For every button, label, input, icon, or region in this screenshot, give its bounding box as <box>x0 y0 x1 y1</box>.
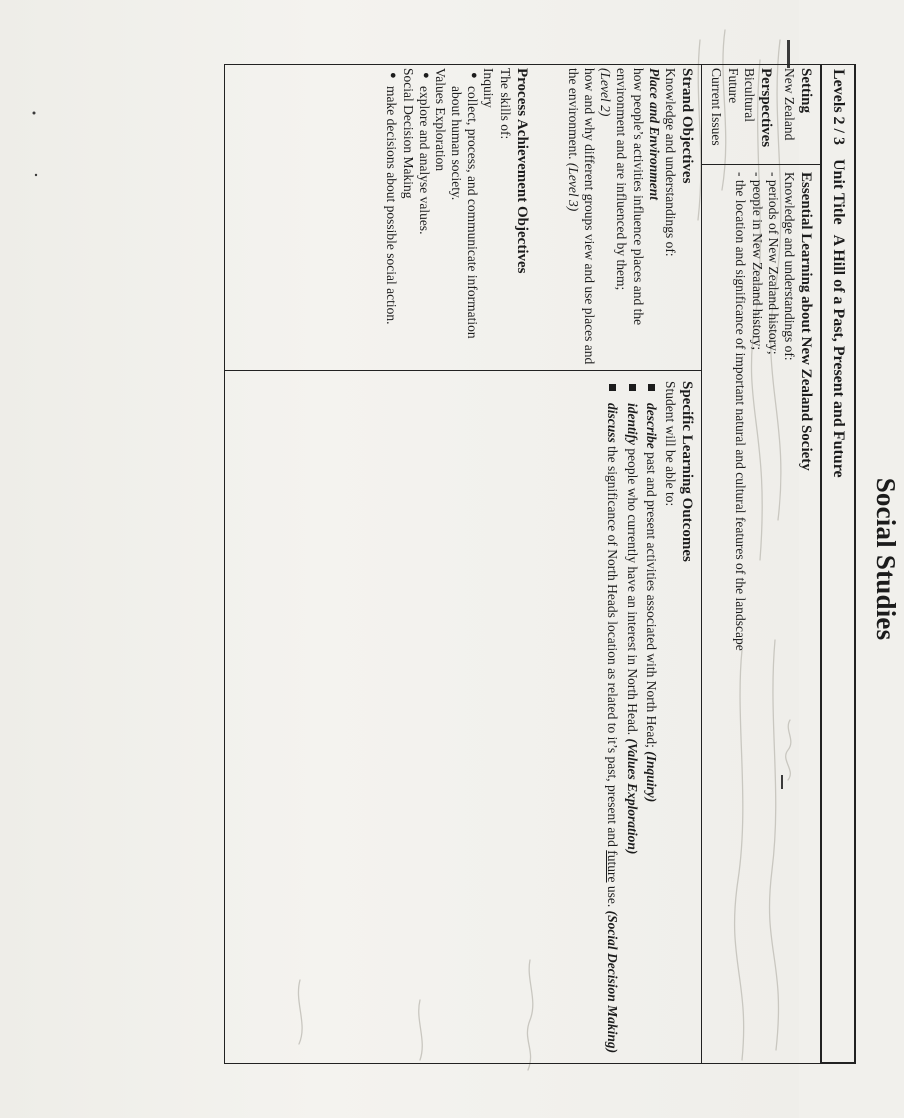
list-item <box>643 381 659 1060</box>
essential-item: - periods of New Zealand history; <box>765 172 781 355</box>
outcome-text: people who currently have an interest in North Head. <box>624 445 640 739</box>
strand-objective-text: how and why different groups view and use places and the environment. <box>565 68 598 365</box>
strand-subheading: Place and Environment <box>646 68 662 201</box>
unit-title: A Hill of a Past, Present and Future <box>829 234 847 478</box>
outcome-text: use. <box>605 882 621 911</box>
essential-learning-cell <box>701 165 820 1063</box>
perspective-item: Future <box>725 68 741 104</box>
list-item <box>448 68 480 367</box>
outcome-underlined-word: future <box>605 850 621 883</box>
unit-title-label: Unit Title <box>829 159 847 225</box>
strand-objective-2 <box>565 68 597 367</box>
essential-intro: Knowledge and understandings of: <box>782 172 797 361</box>
process-bullet-text: collect, process, and communicate information about human society. <box>449 86 481 339</box>
setting-value: New Zealand <box>782 68 797 141</box>
square-bullet-icon <box>609 384 616 391</box>
perspective-item: Bicultural <box>741 68 757 122</box>
outcome-verb: identify <box>624 403 640 445</box>
bullet-icon: ● <box>419 72 432 79</box>
outcome-verb: describe <box>643 403 659 449</box>
outcome-list <box>604 381 659 1060</box>
perspectives-heading: Perspectives <box>757 68 774 148</box>
process-bullets <box>383 68 399 367</box>
specific-intro: Student will be able to: <box>663 381 678 507</box>
process-bullets <box>448 68 480 367</box>
process-group-label: Inquiry <box>481 68 497 108</box>
document-title: Social Studies <box>871 477 901 641</box>
bullet-icon: ● <box>387 72 400 79</box>
strand-objective-text: how people’s activities influence places and the environment and are influenced by them; <box>614 68 646 326</box>
process-heading: Process Achievement Objectives <box>513 68 530 274</box>
list-item <box>383 68 399 367</box>
strand-objective-1 <box>613 68 645 367</box>
outcome-text: the significance of North Heads location as related to it’s past, present and <box>605 442 621 851</box>
process-bullet-text: make decisions about possible social action. <box>384 86 400 325</box>
strand-level-2: (Level 2) <box>598 68 614 117</box>
list-item <box>623 381 639 1060</box>
perspective-item: Current Issues <box>709 68 725 146</box>
list-item <box>416 68 432 367</box>
outcome-tag: (Social Decision Making) <box>605 910 621 1054</box>
square-bullet-icon <box>648 384 655 391</box>
strand-level-3: (Level 3) <box>565 162 581 212</box>
planning-table <box>224 64 820 1064</box>
process-group-label: Social Decision Making <box>400 68 416 199</box>
process-bullet-text: explore and analyse values. <box>416 86 432 235</box>
process-bullets <box>416 68 432 367</box>
setting-cell <box>701 65 820 165</box>
outcome-tag: (Inquiry) <box>643 751 659 803</box>
bullet-icon: ● <box>468 72 481 79</box>
specific-heading: Specific Learning Outcomes <box>679 381 695 562</box>
strand-intro: Knowledge and understandings of: <box>663 68 678 257</box>
essential-item: - people in New Zealand history; <box>749 172 765 351</box>
list-item <box>604 381 620 1060</box>
outcome-tag: (Values Exploration) <box>624 738 640 855</box>
square-bullet-icon <box>629 384 636 391</box>
setting-heading: Setting <box>798 68 814 113</box>
levels-label: Levels 2 / 3 <box>829 69 847 145</box>
essential-heading: Essential Learning about New Zealand Society <box>798 172 814 471</box>
process-intro: The skills of: <box>497 68 513 140</box>
outcome-text: past and present activities associated with North Head; <box>643 448 659 752</box>
rotated-document <box>224 54 904 1064</box>
process-group-label: Values Exploration <box>432 68 448 172</box>
specific-outcomes-cell <box>225 371 701 1063</box>
outcome-verb: discuss <box>605 403 621 443</box>
strand-objectives-cell <box>225 65 701 371</box>
unit-title-bar <box>820 64 856 1064</box>
strand-heading: Strand Objectives <box>679 68 695 184</box>
essential-item: - the location and significance of important natural and cultural features of the landscape <box>733 172 749 651</box>
